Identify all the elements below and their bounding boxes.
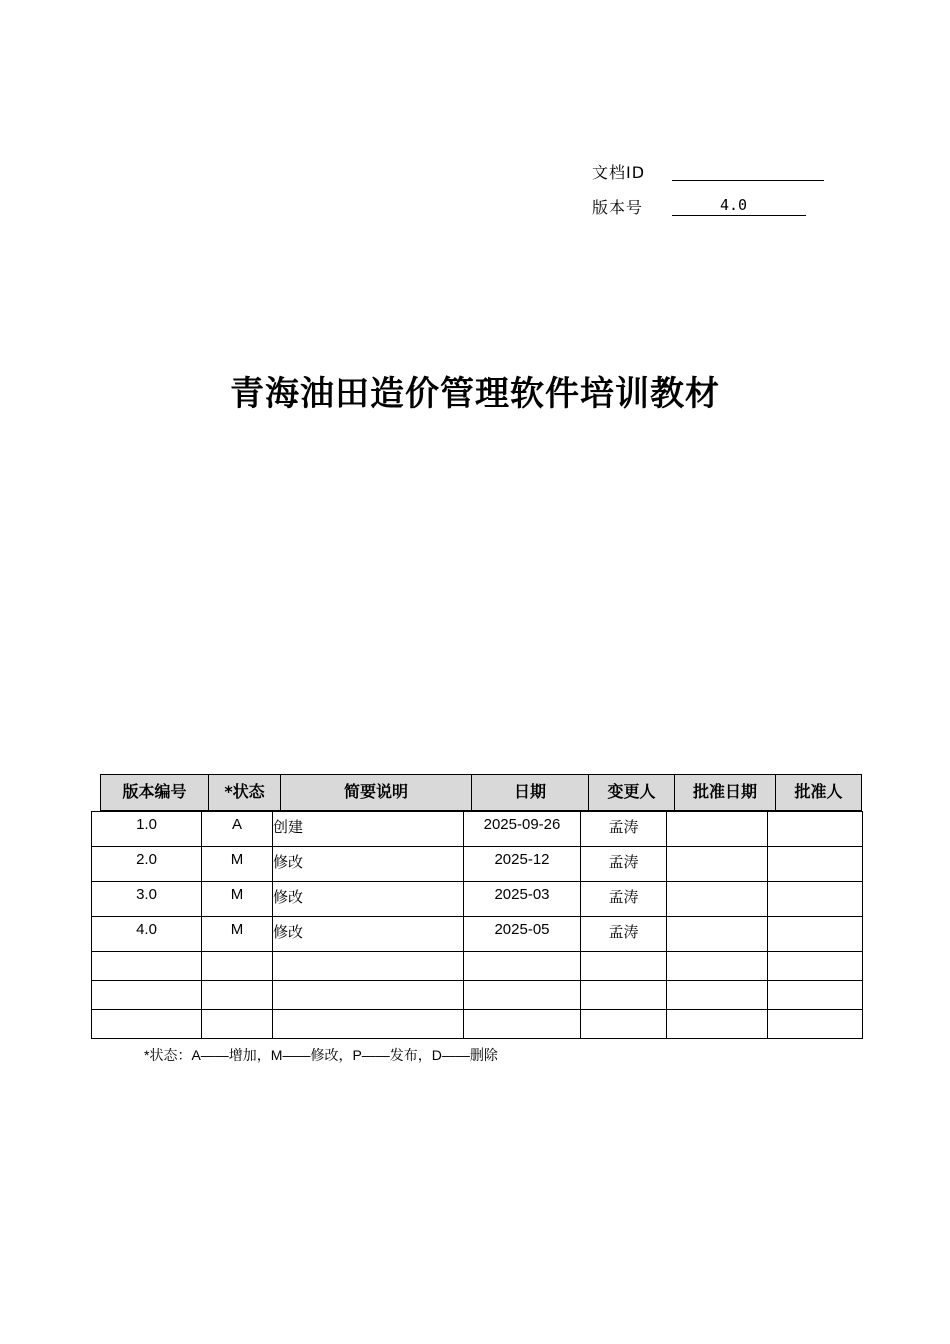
empty-cell	[768, 952, 863, 981]
header-changed-by: 变更人	[589, 775, 675, 810]
cell-date: 2025-09-26	[464, 812, 581, 847]
header-version-number: 版本编号	[101, 775, 209, 810]
empty-cell	[273, 952, 464, 981]
empty-cell	[202, 1010, 273, 1039]
empty-cell	[581, 952, 667, 981]
cell-approval-date	[667, 917, 768, 952]
version-label: 版本号	[592, 198, 644, 217]
header-status: *状态	[209, 775, 281, 810]
empty-cell	[273, 981, 464, 1010]
empty-cell	[92, 952, 202, 981]
empty-cell	[273, 1010, 464, 1039]
cell-version: 2.0	[92, 847, 202, 882]
cell-status: A	[202, 812, 273, 847]
table-row	[92, 847, 863, 882]
cell-approver	[768, 812, 863, 847]
table-row	[92, 917, 863, 952]
empty-cell	[92, 981, 202, 1010]
cell-changed-by: 孟涛	[581, 917, 667, 952]
empty-cell	[581, 981, 667, 1010]
header-date: 日期	[472, 775, 589, 810]
empty-cell	[464, 952, 581, 981]
header-summary: 简要说明	[281, 775, 472, 810]
revision-table-header	[100, 774, 862, 811]
cell-version: 4.0	[92, 917, 202, 952]
cell-summary: 修改	[273, 847, 464, 882]
cell-summary: 创建	[273, 812, 464, 847]
empty-cell	[667, 952, 768, 981]
document-title: 青海油田造价管理软件培训教材	[230, 374, 720, 414]
cell-approver	[768, 917, 863, 952]
cell-status: M	[202, 847, 273, 882]
empty-cell	[202, 952, 273, 981]
cell-approval-date	[667, 882, 768, 917]
cell-summary: 修改	[273, 917, 464, 952]
doc-id-line	[672, 162, 824, 181]
empty-cell	[667, 1010, 768, 1039]
empty-cell	[581, 1010, 667, 1039]
header-approval-date: 批准日期	[675, 775, 776, 810]
empty-cell	[768, 1010, 863, 1039]
cell-approver	[768, 847, 863, 882]
cell-changed-by: 孟涛	[581, 812, 667, 847]
cell-summary: 修改	[273, 882, 464, 917]
empty-cell	[92, 1010, 202, 1039]
empty-cell	[464, 981, 581, 1010]
cell-status: M	[202, 882, 273, 917]
table-row	[92, 882, 863, 917]
table-row-empty	[92, 981, 863, 1010]
table-row	[92, 812, 863, 847]
cell-changed-by: 孟涛	[581, 882, 667, 917]
version-field	[592, 195, 806, 218]
cell-version: 3.0	[92, 882, 202, 917]
empty-cell	[464, 1010, 581, 1039]
table-row-empty	[92, 1010, 863, 1039]
empty-cell	[667, 981, 768, 1010]
doc-id-field	[592, 160, 824, 183]
version-line	[672, 197, 806, 216]
status-legend-note: *状态：A——增加，M——修改，P——发布，D——删除	[144, 1047, 498, 1063]
cell-status: M	[202, 917, 273, 952]
cell-date: 2025-05	[464, 917, 581, 952]
version-value: 4.0	[720, 196, 748, 214]
cell-approval-date	[667, 847, 768, 882]
revision-table	[91, 811, 863, 1039]
cell-approver	[768, 882, 863, 917]
empty-cell	[768, 981, 863, 1010]
cell-version: 1.0	[92, 812, 202, 847]
cell-date: 2025-12	[464, 847, 581, 882]
table-row-empty	[92, 952, 863, 981]
doc-id-label: 文档ID	[592, 163, 646, 182]
header-approver: 批准人	[794, 782, 843, 801]
cell-changed-by: 孟涛	[581, 847, 667, 882]
cell-date: 2025-03	[464, 882, 581, 917]
empty-cell	[202, 981, 273, 1010]
cell-approval-date	[667, 812, 768, 847]
